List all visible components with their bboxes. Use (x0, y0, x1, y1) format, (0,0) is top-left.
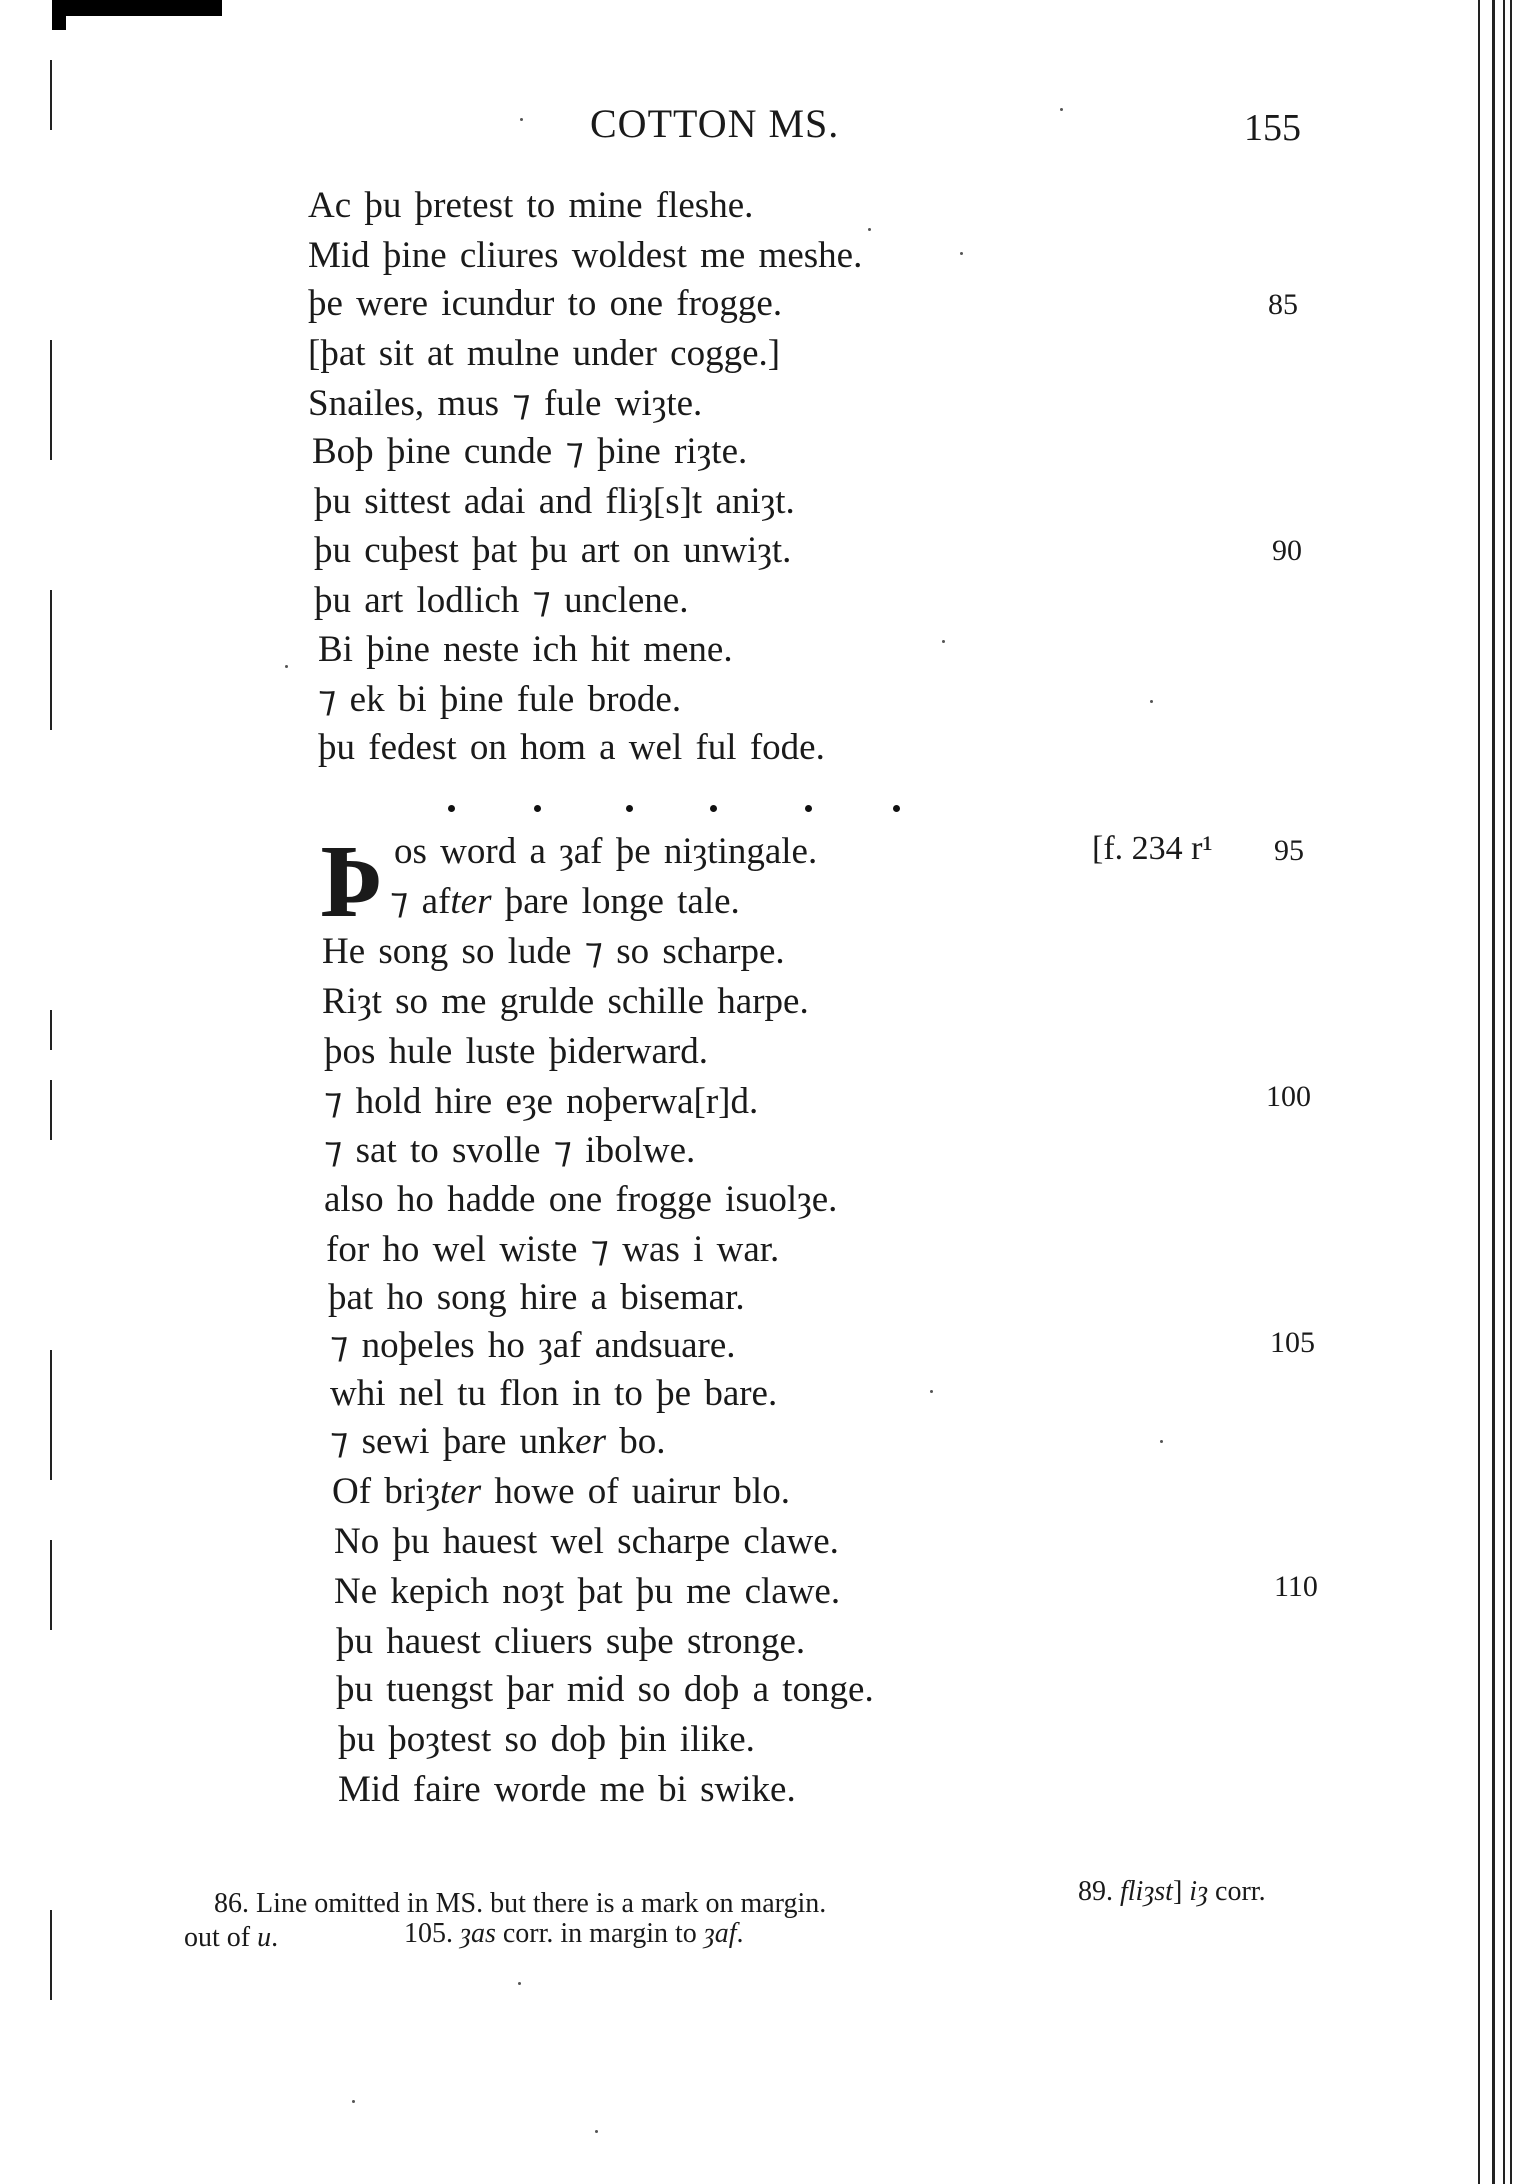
verse-line: Riȝt so me grulde schille harpe. (322, 981, 809, 1022)
footnote-text: out of (184, 1922, 258, 1953)
omission-dot (805, 805, 812, 812)
footnote-text-italic: u (257, 1922, 272, 1953)
scan-speck (595, 2130, 598, 2133)
scan-speck (1160, 1440, 1163, 1443)
scan-speck (520, 118, 523, 121)
line-number: 100 (1266, 1080, 1311, 1113)
footnote-86: 86. Line omitted in MS. but there is a mark on margin. (214, 1888, 827, 1919)
omission-dot (534, 805, 541, 812)
scan-speck (942, 640, 945, 643)
scan-edge-line (50, 1910, 52, 2000)
line-number: 90 (1272, 534, 1302, 567)
scan-edge-line (50, 1540, 52, 1630)
verse-line: ⁊ noþeles ho ȝaf andsuare. (330, 1325, 736, 1366)
verse-line: ⁊ hold hire eȝe noþerwa[r]d. (324, 1081, 759, 1122)
footnote-text: . (271, 1922, 279, 1953)
footnote-text: corr. in margin to (495, 1918, 704, 1949)
scan-speck (285, 665, 288, 668)
scan-speck (868, 228, 871, 231)
footnote-text-italic: ȝas (460, 1918, 496, 1949)
verse-line: for ho wel wiste ⁊ was i war. (326, 1229, 780, 1270)
verse-line: [þat sit at mulne under cogge.] (308, 333, 781, 374)
omission-dot (710, 805, 717, 812)
footnote-text: . (736, 1918, 744, 1949)
scan-edge-line (1510, 0, 1512, 2184)
line-number: 105 (1270, 1326, 1315, 1359)
verse-text: howe of uairur blo. (481, 1471, 790, 1512)
footnote-89 (1078, 1876, 1266, 1908)
footnote-text-italic: iȝ (1189, 1876, 1209, 1907)
footnote-text: 89. (1078, 1876, 1113, 1907)
footnote-text-italic: fliȝst (1120, 1876, 1173, 1907)
verse-text: bo. (605, 1421, 666, 1462)
scan-edge-line (1492, 0, 1495, 2184)
line-number: 110 (1274, 1570, 1318, 1603)
verse-text: þare longe tale. (491, 881, 740, 922)
verse-text-italic: er (575, 1421, 606, 1462)
scan-speck (518, 1982, 521, 1985)
verse-text: Of briȝ (332, 1471, 441, 1512)
footnote-text: 105. (404, 1918, 460, 1949)
footnote-105 (404, 1918, 744, 1950)
omission-dot (626, 805, 633, 812)
omission-dot (893, 805, 900, 812)
scan-edge-line (50, 1010, 52, 1050)
scan-speck (1150, 700, 1153, 703)
scan-edge-line (50, 1350, 52, 1480)
scan-edge-line (50, 60, 52, 130)
folio-reference: [f. 234 r¹ (1092, 830, 1213, 867)
verse-line: þos hule luste þiderward. (324, 1031, 708, 1072)
scan-speck (960, 252, 963, 255)
scan-edge-line (1503, 0, 1505, 2184)
verse-line: þe were icundur to one frogge. (308, 283, 783, 324)
verse-text: ⁊ sewi þare unk (330, 1421, 576, 1462)
line-number: 85 (1268, 288, 1298, 321)
verse-line: No þu hauest wel scharpe clawe. (334, 1521, 839, 1562)
verse-line: þu fedest on hom a wel ful fode. (318, 727, 825, 768)
verse-line: Snailes, mus ⁊ fule wiȝte. (308, 383, 703, 424)
line-number: 95 (1274, 834, 1304, 867)
scan-corner-mark (52, 0, 66, 30)
page-number: 155 (1244, 107, 1301, 149)
verse-line: þu art lodlich ⁊ unclene. (314, 580, 689, 621)
scan-edge-line (1478, 0, 1480, 2184)
verse-text-italic: ter (450, 881, 492, 922)
verse-line: whi nel tu flon in to þe bare. (330, 1373, 778, 1414)
verse-line: þu sittest adai and fliȝ[s]t aniȝt. (314, 481, 795, 522)
verse-line (390, 878, 740, 926)
verse-line: Mid þine cliures woldest me meshe. (308, 235, 863, 276)
footnote-89-continuation (184, 1922, 278, 1954)
verse-line: Bi þine neste ich hit mene. (318, 629, 733, 670)
verse-line: also ho hadde one frogge isuolȝe. (324, 1179, 838, 1220)
scan-speck (1060, 108, 1063, 111)
verse-line: Mid faire worde me bi swike. (338, 1769, 796, 1810)
verse-line: ⁊ ek bi þine fule brode. (318, 679, 682, 720)
verse-line: þu hauest cliuers suþe stronge. (336, 1621, 806, 1662)
scan-corner-mark (52, 0, 222, 16)
footnote-text: corr. (1208, 1876, 1266, 1907)
verse-line: þu þoȝtest so doþ þin ilike. (338, 1719, 755, 1760)
verse-line: He song so lude ⁊ so scharpe. (322, 931, 785, 972)
scan-speck (352, 2100, 355, 2103)
omission-dot (448, 805, 455, 812)
verse-text-italic: ter (440, 1471, 482, 1512)
verse-line (332, 1468, 790, 1516)
verse-line: Ne kepich noȝt þat þu me clawe. (334, 1571, 841, 1612)
scan-speck (930, 1390, 933, 1393)
verse-line (330, 1418, 665, 1466)
verse-line: ⁊ sat to svolle ⁊ ibolwe. (324, 1130, 696, 1171)
footnote-text-italic: ȝaf (703, 1918, 737, 1949)
verse-line: Boþ þine cunde ⁊ þine riȝte. (312, 431, 748, 472)
verse-line: þu cuþest þat þu art on unwiȝt. (314, 530, 792, 571)
verse-line: þat ho song hire a bisemar. (328, 1277, 745, 1318)
running-header-title: COTTON MS. (590, 101, 840, 146)
drop-cap-initial: Þ (320, 824, 384, 939)
scan-edge-line (50, 590, 52, 730)
verse-text: ⁊ af (390, 881, 451, 922)
footnote-text: ] (1172, 1876, 1190, 1907)
verse-line: os word a ȝaf þe niȝtingale. (394, 831, 818, 872)
scan-edge-line (50, 1080, 52, 1140)
verse-line: Ac þu þretest to mine fleshe. (308, 185, 754, 226)
verse-line: þu tuengst þar mid so doþ a tonge. (336, 1669, 874, 1710)
scan-edge-line (50, 340, 52, 460)
